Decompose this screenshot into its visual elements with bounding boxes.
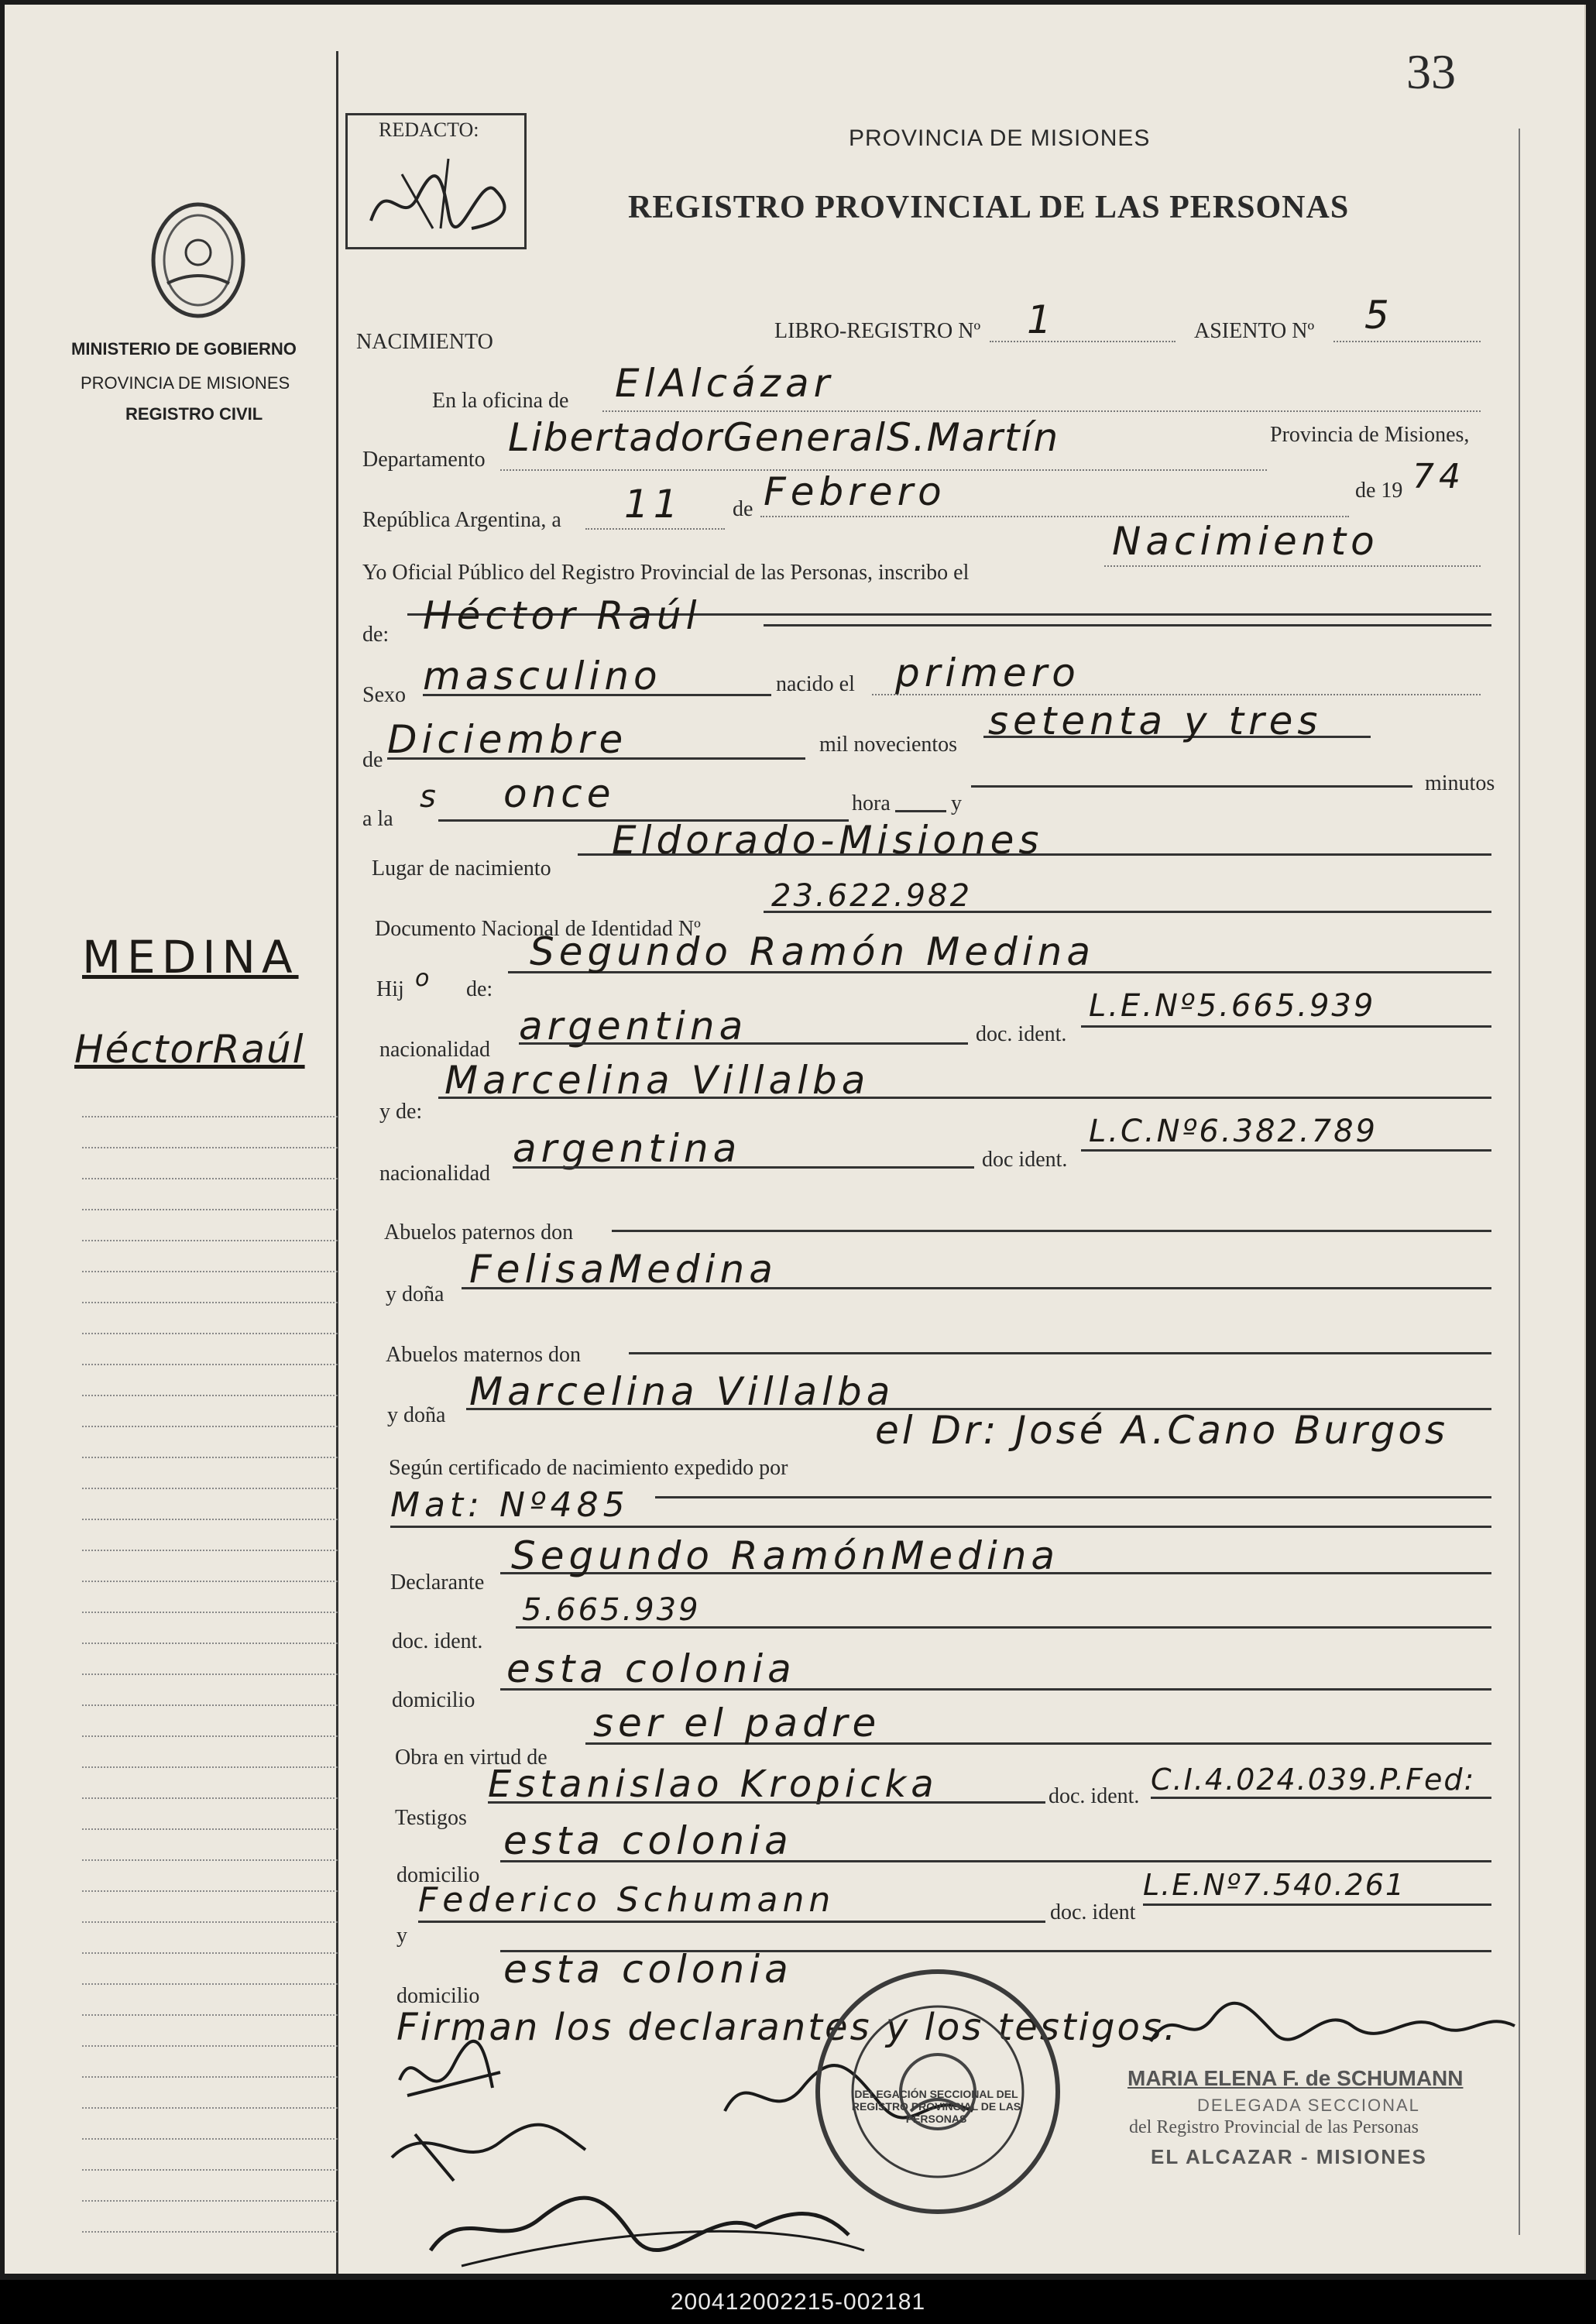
redacto-initials-signature xyxy=(355,143,526,244)
nacionalidad-padre-label: nacionalidad xyxy=(379,1038,491,1062)
minutos-label: minutos xyxy=(1425,771,1495,795)
certificado-label: Según certificado de nacimiento expedido por xyxy=(389,1456,788,1480)
mes-nac-value: Diciembre xyxy=(387,717,628,762)
declarante-value: Segundo RamónMedina xyxy=(511,1533,1060,1578)
dia-value: 11 xyxy=(624,482,683,527)
departamento-label: Departamento xyxy=(362,448,486,472)
testigos-label: Testigos xyxy=(395,1806,467,1830)
right-border-line xyxy=(1519,129,1520,2235)
libro-label: LIBRO-REGISTRO Nº xyxy=(774,319,981,343)
registry-heading: REGISTRO PROVINCIAL DE LAS PERSONAS xyxy=(628,190,1350,225)
y-label: y xyxy=(951,791,962,815)
obra-label: Obra en virtud de xyxy=(395,1746,547,1770)
ministry-line2: PROVINCIA DE MISIONES xyxy=(81,373,290,393)
de-mes-nac-label: de xyxy=(362,748,383,772)
register-page xyxy=(5,5,1586,2274)
sexo-value: masculino xyxy=(423,654,662,699)
nacido-value: primero xyxy=(895,651,1080,695)
margin-divider xyxy=(336,51,338,2274)
domicilio-declarante-value: esta colonia xyxy=(506,1646,796,1691)
declarante-label: Declarante xyxy=(390,1571,485,1595)
delegate-signature xyxy=(1143,1995,1530,2057)
anio-label: de 19 xyxy=(1355,479,1403,503)
ministry-line3: REGISTRO CIVIL xyxy=(125,404,263,424)
de-mes-label: de xyxy=(733,497,753,521)
doc-ident-declarante-label: doc. ident. xyxy=(392,1629,483,1653)
ministry-line1: MINISTERIO DE GOBIERNO xyxy=(71,339,297,359)
inscribo-value: Nacimiento xyxy=(1112,519,1379,564)
asiento-label: ASIENTO Nº xyxy=(1194,319,1315,343)
y-testigo2-label: y xyxy=(396,1924,407,1948)
redacto-label: REDACTO: xyxy=(379,118,479,141)
de-nombre-label: de: xyxy=(362,623,390,647)
doc-ident-testigo2-label: doc. ident xyxy=(1050,1900,1136,1924)
redacto-box xyxy=(345,113,527,249)
hijo-suffix: o xyxy=(415,965,434,992)
doc-testigo1-value: C.I.4.024.039.P.Fed: xyxy=(1151,1763,1476,1797)
madre-value: Marcelina Villalba xyxy=(444,1058,870,1103)
doc-padre-value: L.E.Nº5.665.939 xyxy=(1089,988,1376,1024)
lugar-value: Eldorado-Misiones xyxy=(612,818,1044,863)
y-de-madre-label: y de: xyxy=(379,1100,423,1124)
provincia-label: Provincia de Misiones, xyxy=(1270,423,1470,447)
lugar-label: Lugar de nacimiento xyxy=(372,856,551,881)
nac-padre-value: argentina xyxy=(519,1004,748,1049)
dni-label: Documento Nacional de Identidad Nº xyxy=(375,917,701,941)
abuelos-maternos-label: Abuelos maternos don xyxy=(386,1343,581,1367)
doc-madre-value: L.C.Nº6.382.789 xyxy=(1089,1114,1378,1149)
a-las-label: a la xyxy=(362,807,393,831)
doc-declarante-value: 5.665.939 xyxy=(522,1592,701,1628)
departamento-value: LibertadorGeneralS.Martín xyxy=(508,415,1060,460)
libro-value: 1 xyxy=(1027,297,1056,342)
hijo-label: Hij xyxy=(376,977,404,1001)
y-dona-paterna-label: y doña xyxy=(386,1282,444,1306)
matricula-value: Mat: Nº485 xyxy=(390,1485,630,1525)
doc-testigo2-value: L.E.Nº7.540.261 xyxy=(1143,1868,1406,1902)
mes-value: Febrero xyxy=(764,469,946,514)
hora-label: hora xyxy=(852,791,891,815)
anio-nac-value: setenta y tres xyxy=(988,699,1323,743)
abuelos-paternos-label: Abuelos paternos don xyxy=(384,1220,574,1244)
stamp-title: DELEGADA SECCIONAL xyxy=(1197,2096,1420,2115)
nacionalidad-madre-label: nacionalidad xyxy=(379,1162,491,1186)
archive-identifier: 200412002215-002181 xyxy=(0,2280,1596,2324)
oficina-value: ElAlcázar xyxy=(615,361,835,406)
sexo-label: Sexo xyxy=(362,683,406,707)
hijo-de-label: de: xyxy=(466,977,493,1001)
certificado-value: el Dr: José A.Cano Burgos xyxy=(875,1408,1449,1453)
stamp-office: del Registro Provincial de las Personas xyxy=(1129,2117,1419,2137)
dni-value: 23.622.982 xyxy=(771,878,973,914)
anio-value: 74 xyxy=(1412,457,1465,496)
hora-value: once xyxy=(503,771,616,816)
seal-text: DELEGACIÓN SECCIONAL DEL REGISTRO PROVINCIAL DE LAS PERSONAS xyxy=(851,2088,1021,2125)
nacido-label: nacido el xyxy=(776,672,855,696)
province-crest-icon xyxy=(144,198,252,322)
nac-madre-value: argentina xyxy=(513,1126,742,1171)
mil-novecientos-label: mil novecientos xyxy=(819,733,958,757)
testigo1-value: Estanislao Kropicka xyxy=(488,1763,939,1806)
s-value: s xyxy=(420,779,441,815)
oficina-label: En la oficina de xyxy=(432,389,569,413)
domicilio-testigo1-value: esta colonia xyxy=(503,1818,793,1863)
doc-ident-madre-label: doc ident. xyxy=(982,1148,1068,1172)
domicilio-testigo1-label: domicilio xyxy=(396,1863,480,1887)
obra-value: ser el padre xyxy=(593,1701,881,1746)
domicilio-testigo2-label: domicilio xyxy=(396,1984,480,2008)
doc-ident-padre-label: doc. ident. xyxy=(976,1022,1067,1046)
testigo2-value: Federico Schumann xyxy=(418,1880,836,1920)
republica-label: República Argentina, a xyxy=(362,508,561,532)
stamp-name: MARIA ELENA F. de SCHUMANN xyxy=(1127,2066,1464,2090)
domicilio-declarante-label: domicilio xyxy=(392,1688,475,1712)
nombre-value: Héctor Raúl xyxy=(423,593,702,638)
province-heading: PROVINCIA DE MISIONES xyxy=(849,125,1151,151)
stamp-place: EL ALCAZAR - MISIONES xyxy=(1151,2145,1427,2168)
page-number: 33 xyxy=(1406,44,1456,99)
asiento-value: 5 xyxy=(1364,293,1394,338)
abuela-paterna-value: FelisaMedina xyxy=(469,1247,777,1292)
oficial-label: Yo Oficial Público del Registro Provincial de las Personas, inscribo el xyxy=(362,561,970,585)
margin-surname: MEDINA xyxy=(82,931,299,983)
abuela-materna-value: Marcelina Villalba xyxy=(469,1369,895,1414)
padre-value: Segundo Ramón Medina xyxy=(530,929,1095,974)
margin-given-names: HéctorRaúl xyxy=(74,1027,305,1072)
y-dona-materna-label: y doña xyxy=(387,1403,446,1427)
doc-ident-testigo1-label: doc. ident. xyxy=(1049,1784,1140,1808)
closing-statement: Firman los declarantes y los testigos. xyxy=(396,2006,1179,2049)
domicilio-testigo2-value: esta colonia xyxy=(503,1947,793,1992)
record-type-label: NACIMIENTO xyxy=(356,330,493,354)
